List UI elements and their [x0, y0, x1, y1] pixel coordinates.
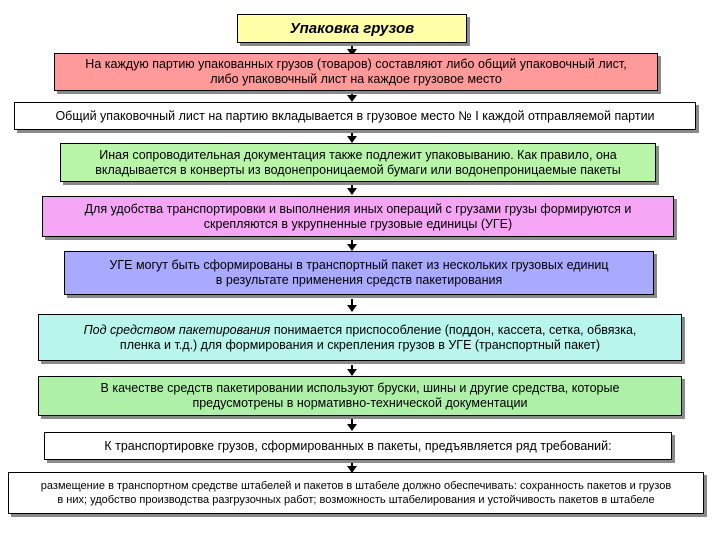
step-box-packing-list	[54, 53, 658, 91]
step-box-uge-forming	[42, 196, 674, 237]
step-text: УГЕ могут быть сформированы в транспортный пакет из нескольких грузовых единиц	[109, 258, 609, 272]
step-box-packaging-means	[38, 376, 682, 416]
diagram-title-box	[237, 14, 467, 43]
step-text: Общий упаковочный лист на партию вкладывается в грузовое место № I каждой отправляемой партии	[55, 108, 655, 123]
step-box-general-list	[14, 102, 696, 130]
step-text-emphasis: Под средством пакетирования	[83, 322, 271, 337]
step-text: понимается приспособление (поддон, кассета, сетка, обвязка,	[270, 322, 637, 337]
step-text: пленка и т.д.) для формирования и скрепления грузов в УГЕ (транспортный пакет)	[119, 337, 601, 352]
step-text: в них; удобство производства разгрузочных работ; возможность штабелирования и устойчивость пакетов в штабеле	[57, 494, 655, 506]
step-text: размещение в транспортном средстве штабелей и пакетов в штабеле должно обеспечивать: сохранность пакетов и грузов	[40, 480, 672, 492]
step-box-placement	[8, 472, 704, 514]
step-text: в результате применения средств пакетирования	[215, 273, 503, 287]
step-text: К транспортировке грузов, сформированных в пакеты, предъявляется ряд требований:	[104, 438, 612, 453]
step-box-packaging-means-definition	[38, 314, 682, 361]
step-text: предусмотрены в нормативно-технической документации	[192, 396, 528, 410]
step-text: Для удобства транспортировки и выполнения иных операций с грузами грузы формируются и	[84, 201, 632, 216]
step-text: В качестве средств пакетировании используют бруски, шины и другие средства, которые	[100, 381, 620, 395]
step-box-transport-package	[64, 251, 654, 295]
step-text: либо упаковочный лист на каждое грузовое место	[210, 72, 502, 86]
step-text: вкладывается в конверты из водонепроницаемой бумаги или водонепроницаемые пакеты	[95, 162, 621, 177]
step-box-documentation	[60, 143, 656, 182]
step-text: Иная сопроводительная документация также подлежит упаковыванию. Как правило, она	[99, 147, 617, 162]
step-box-requirements	[44, 432, 672, 460]
step-text: На каждую партию упакованных грузов (товаров) составляют либо общий упаковочный лист,	[85, 57, 627, 71]
step-text: скрепляются в укрупненные грузовые единицы (УГЕ)	[203, 216, 513, 231]
diagram-title: Упаковка грузов	[289, 20, 415, 37]
